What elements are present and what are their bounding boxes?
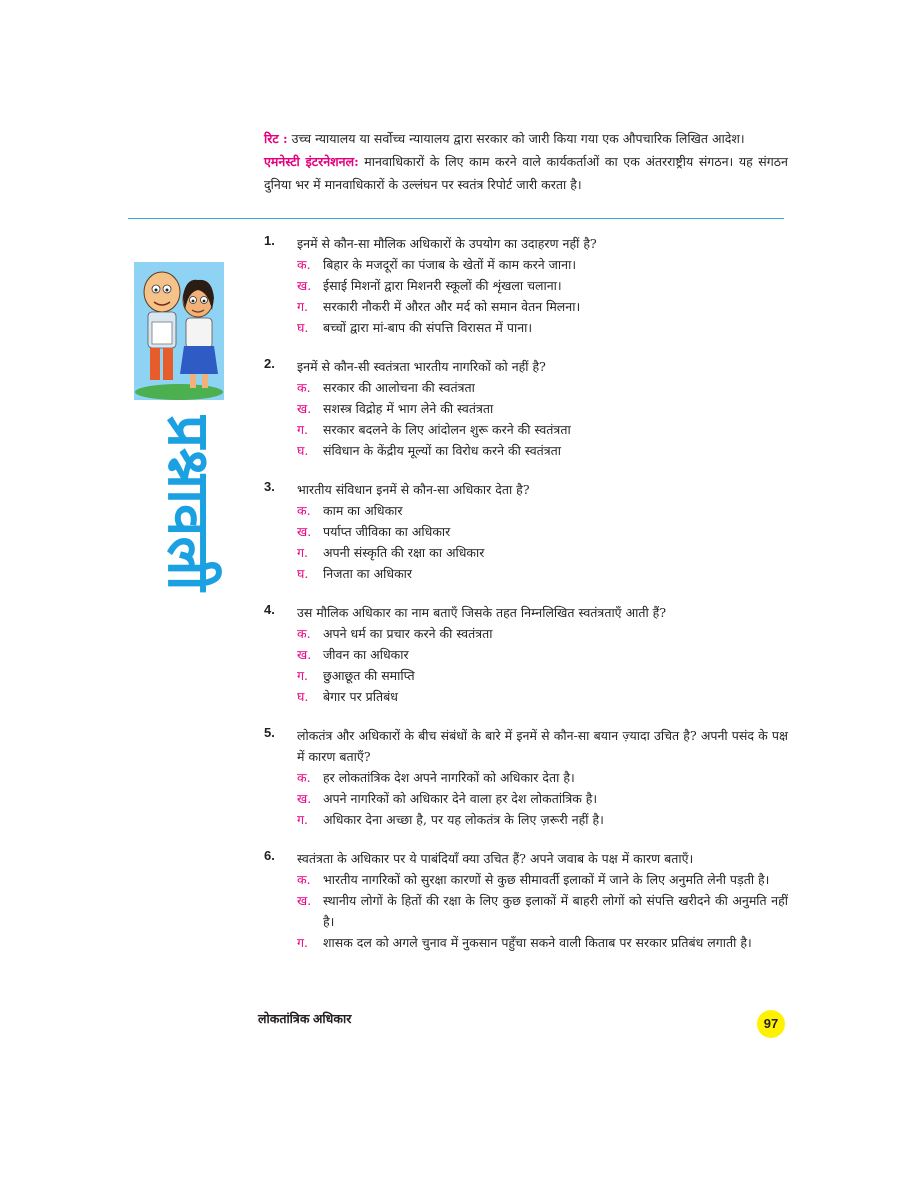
option-letter: घ.	[297, 689, 309, 704]
options-list	[297, 377, 788, 461]
option-item	[297, 788, 788, 809]
question-block	[264, 602, 788, 707]
option-item	[297, 419, 788, 440]
question-number: 4.	[264, 602, 275, 617]
question-block	[264, 725, 788, 830]
option-text: बच्चों द्वारा मां-बाप की संपत्ति विरासत में पाना।	[323, 320, 533, 335]
option-text: छुआछूत की समाप्ति	[323, 668, 415, 683]
glossary-term: रिट :	[264, 131, 288, 146]
glossary-entry	[264, 150, 788, 196]
option-item	[297, 521, 788, 542]
chapter-footer: लोकतांत्रिक अधिकार	[258, 1012, 352, 1026]
option-item	[297, 500, 788, 521]
option-item	[297, 686, 788, 707]
options-list	[297, 767, 788, 830]
question-block	[264, 848, 788, 953]
option-letter: ग.	[297, 935, 309, 950]
option-item	[297, 440, 788, 461]
option-text: बिहार के मजदूरों का पंजाब के खेतों में काम करने जाना।	[323, 257, 577, 272]
question-block	[264, 356, 788, 461]
option-text: स्थानीय लोगों के हितों की रक्षा के लिए कुछ इलाकों में बाहरी लोगों को संपत्ति खरीदने की अनुमति नहीं है।	[323, 893, 788, 929]
children-illustration	[134, 262, 224, 400]
option-letter: घ.	[297, 566, 309, 581]
glossary-entry	[264, 127, 788, 150]
option-letter: घ.	[297, 320, 309, 335]
question-block	[264, 479, 788, 584]
option-letter: ख.	[297, 893, 312, 908]
option-item	[297, 317, 788, 338]
option-text: काम का अधिकार	[323, 503, 403, 518]
option-text: बेगार पर प्रतिबंध	[323, 689, 398, 704]
option-text: सरकार की आलोचना की स्वतंत्रता	[323, 380, 475, 395]
option-letter: क.	[297, 770, 311, 785]
option-letter: ख.	[297, 791, 312, 806]
section-divider	[128, 218, 784, 219]
option-letter: ग.	[297, 299, 309, 314]
option-item	[297, 665, 788, 686]
option-text: निजता का अधिकार	[323, 566, 413, 581]
question-text: इनमें से कौन-सी स्वतंत्रता भारतीय नागरिकों को नहीं है?	[297, 359, 546, 374]
option-item	[297, 275, 788, 296]
option-letter: ग.	[297, 545, 309, 560]
option-item	[297, 398, 788, 419]
option-text: शासक दल को अगले चुनाव में नुकसान पहुँचा सकने वाली किताब पर सरकार प्रतिबंध लगाती है।	[323, 935, 752, 950]
question-number: 6.	[264, 848, 275, 863]
option-item	[297, 890, 788, 932]
option-text: सरकार बदलने के लिए आंदोलन शुरू करने की स्वतंत्रता	[323, 422, 571, 437]
option-item	[297, 932, 788, 953]
option-letter: क.	[297, 503, 311, 518]
question-number: 3.	[264, 479, 275, 494]
page-number-badge: 97	[757, 1010, 785, 1038]
option-letter: क.	[297, 257, 311, 272]
option-text: अपने नागरिकों को अधिकार देने वाला हर देश लोकतांत्रिक है।	[323, 791, 598, 806]
option-item	[297, 623, 788, 644]
option-item	[297, 542, 788, 563]
option-text: अधिकार देना अच्छा है, पर यह लोकतंत्र के लिए ज़रूरी नहीं है।	[323, 812, 604, 827]
option-letter: ख.	[297, 647, 312, 662]
glossary-definition: उच्च न्यायालय या सर्वोच्च न्यायालय द्वारा सरकार को जारी किया गया एक औपचारिक लिखित आदेश।	[291, 131, 745, 146]
option-letter: ख.	[297, 278, 312, 293]
question-text: भारतीय संविधान इनमें से कौन-सा अधिकार देता है?	[297, 482, 530, 497]
option-letter: ग.	[297, 668, 309, 683]
option-text: सरकारी नौकरी में औरत और मर्द को समान वेतन मिलना।	[323, 299, 581, 314]
question-block	[264, 233, 788, 338]
section-title-vertical	[148, 415, 228, 615]
option-text: संविधान के केंद्रीय मूल्यों का विरोध करने की स्वतंत्रता	[323, 443, 562, 458]
option-letter: ख.	[297, 524, 312, 539]
option-text: भारतीय नागरिकों को सुरक्षा कारणों से कुछ सीमावर्ती इलाकों में जाने के लिए अनुमति लेनी पड़ती है।	[323, 872, 770, 887]
option-item	[297, 767, 788, 788]
option-item	[297, 563, 788, 584]
section-title-text: प्रश्नावली	[155, 415, 223, 591]
question-number: 2.	[264, 356, 275, 371]
option-item	[297, 254, 788, 275]
option-item	[297, 809, 788, 830]
question-text: स्वतंत्रता के अधिकार पर ये पाबंदियाँ क्या उचित हैं? अपने जवाब के पक्ष में कारण बताएँ।	[297, 851, 694, 866]
option-text: ईसाई मिशनों द्वारा मिशनरी स्कूलों की शृंखला चलाना।	[323, 278, 562, 293]
question-text: इनमें से कौन-सा मौलिक अधिकारों के उपयोग का उदाहरण नहीं है?	[297, 236, 597, 251]
options-list	[297, 254, 788, 338]
question-text: उस मौलिक अधिकार का नाम बताएँ जिसके तहत निम्नलिखित स्वतंत्रताएँ आती हैं?	[297, 605, 667, 620]
option-letter: ख.	[297, 401, 312, 416]
option-text: अपनी संस्कृति की रक्षा का अधिकार	[323, 545, 485, 560]
option-letter: ग.	[297, 422, 309, 437]
option-item	[297, 377, 788, 398]
glossary-definition: मानवाधिकारों के लिए काम करने वाले कार्यकर्ताओं का एक अंतरराष्ट्रीय संगठन। यह संगठन दुनिया भर में मानवाधिकारों के उल्लंघन पर स्वतंत्र रिपोर्ट जारी करता है।	[264, 154, 788, 192]
option-letter: ग.	[297, 812, 309, 827]
option-text: सशस्त्र विद्रोह में भाग लेने की स्वतंत्रता	[323, 401, 494, 416]
question-text: लोकतंत्र और अधिकारों के बीच संबंधों के बारे में इनमें से कौन-सा बयान ज़्यादा उचित है? अपनी पसंद के पक्ष में कारण बताएँ?	[297, 728, 788, 764]
option-text: हर लोकतांत्रिक देश अपने नागरिकों को अधिकार देता है।	[323, 770, 575, 785]
option-item	[297, 296, 788, 317]
option-text: पर्याप्त जीविका का अधिकार	[323, 524, 451, 539]
options-list	[297, 623, 788, 707]
options-list	[297, 869, 788, 953]
option-text: जीवन का अधिकार	[323, 647, 409, 662]
option-letter: क.	[297, 872, 311, 887]
question-number: 5.	[264, 725, 275, 740]
option-item	[297, 644, 788, 665]
glossary-term: एमनेस्टी इंटरनेशनल:	[264, 154, 359, 169]
option-text: अपने धर्म का प्रचार करने की स्वतंत्रता	[323, 626, 493, 641]
glossary	[264, 127, 788, 196]
option-letter: घ.	[297, 443, 309, 458]
option-letter: क.	[297, 380, 311, 395]
option-item	[297, 869, 788, 890]
options-list	[297, 500, 788, 584]
question-number: 1.	[264, 233, 275, 248]
option-letter: क.	[297, 626, 311, 641]
